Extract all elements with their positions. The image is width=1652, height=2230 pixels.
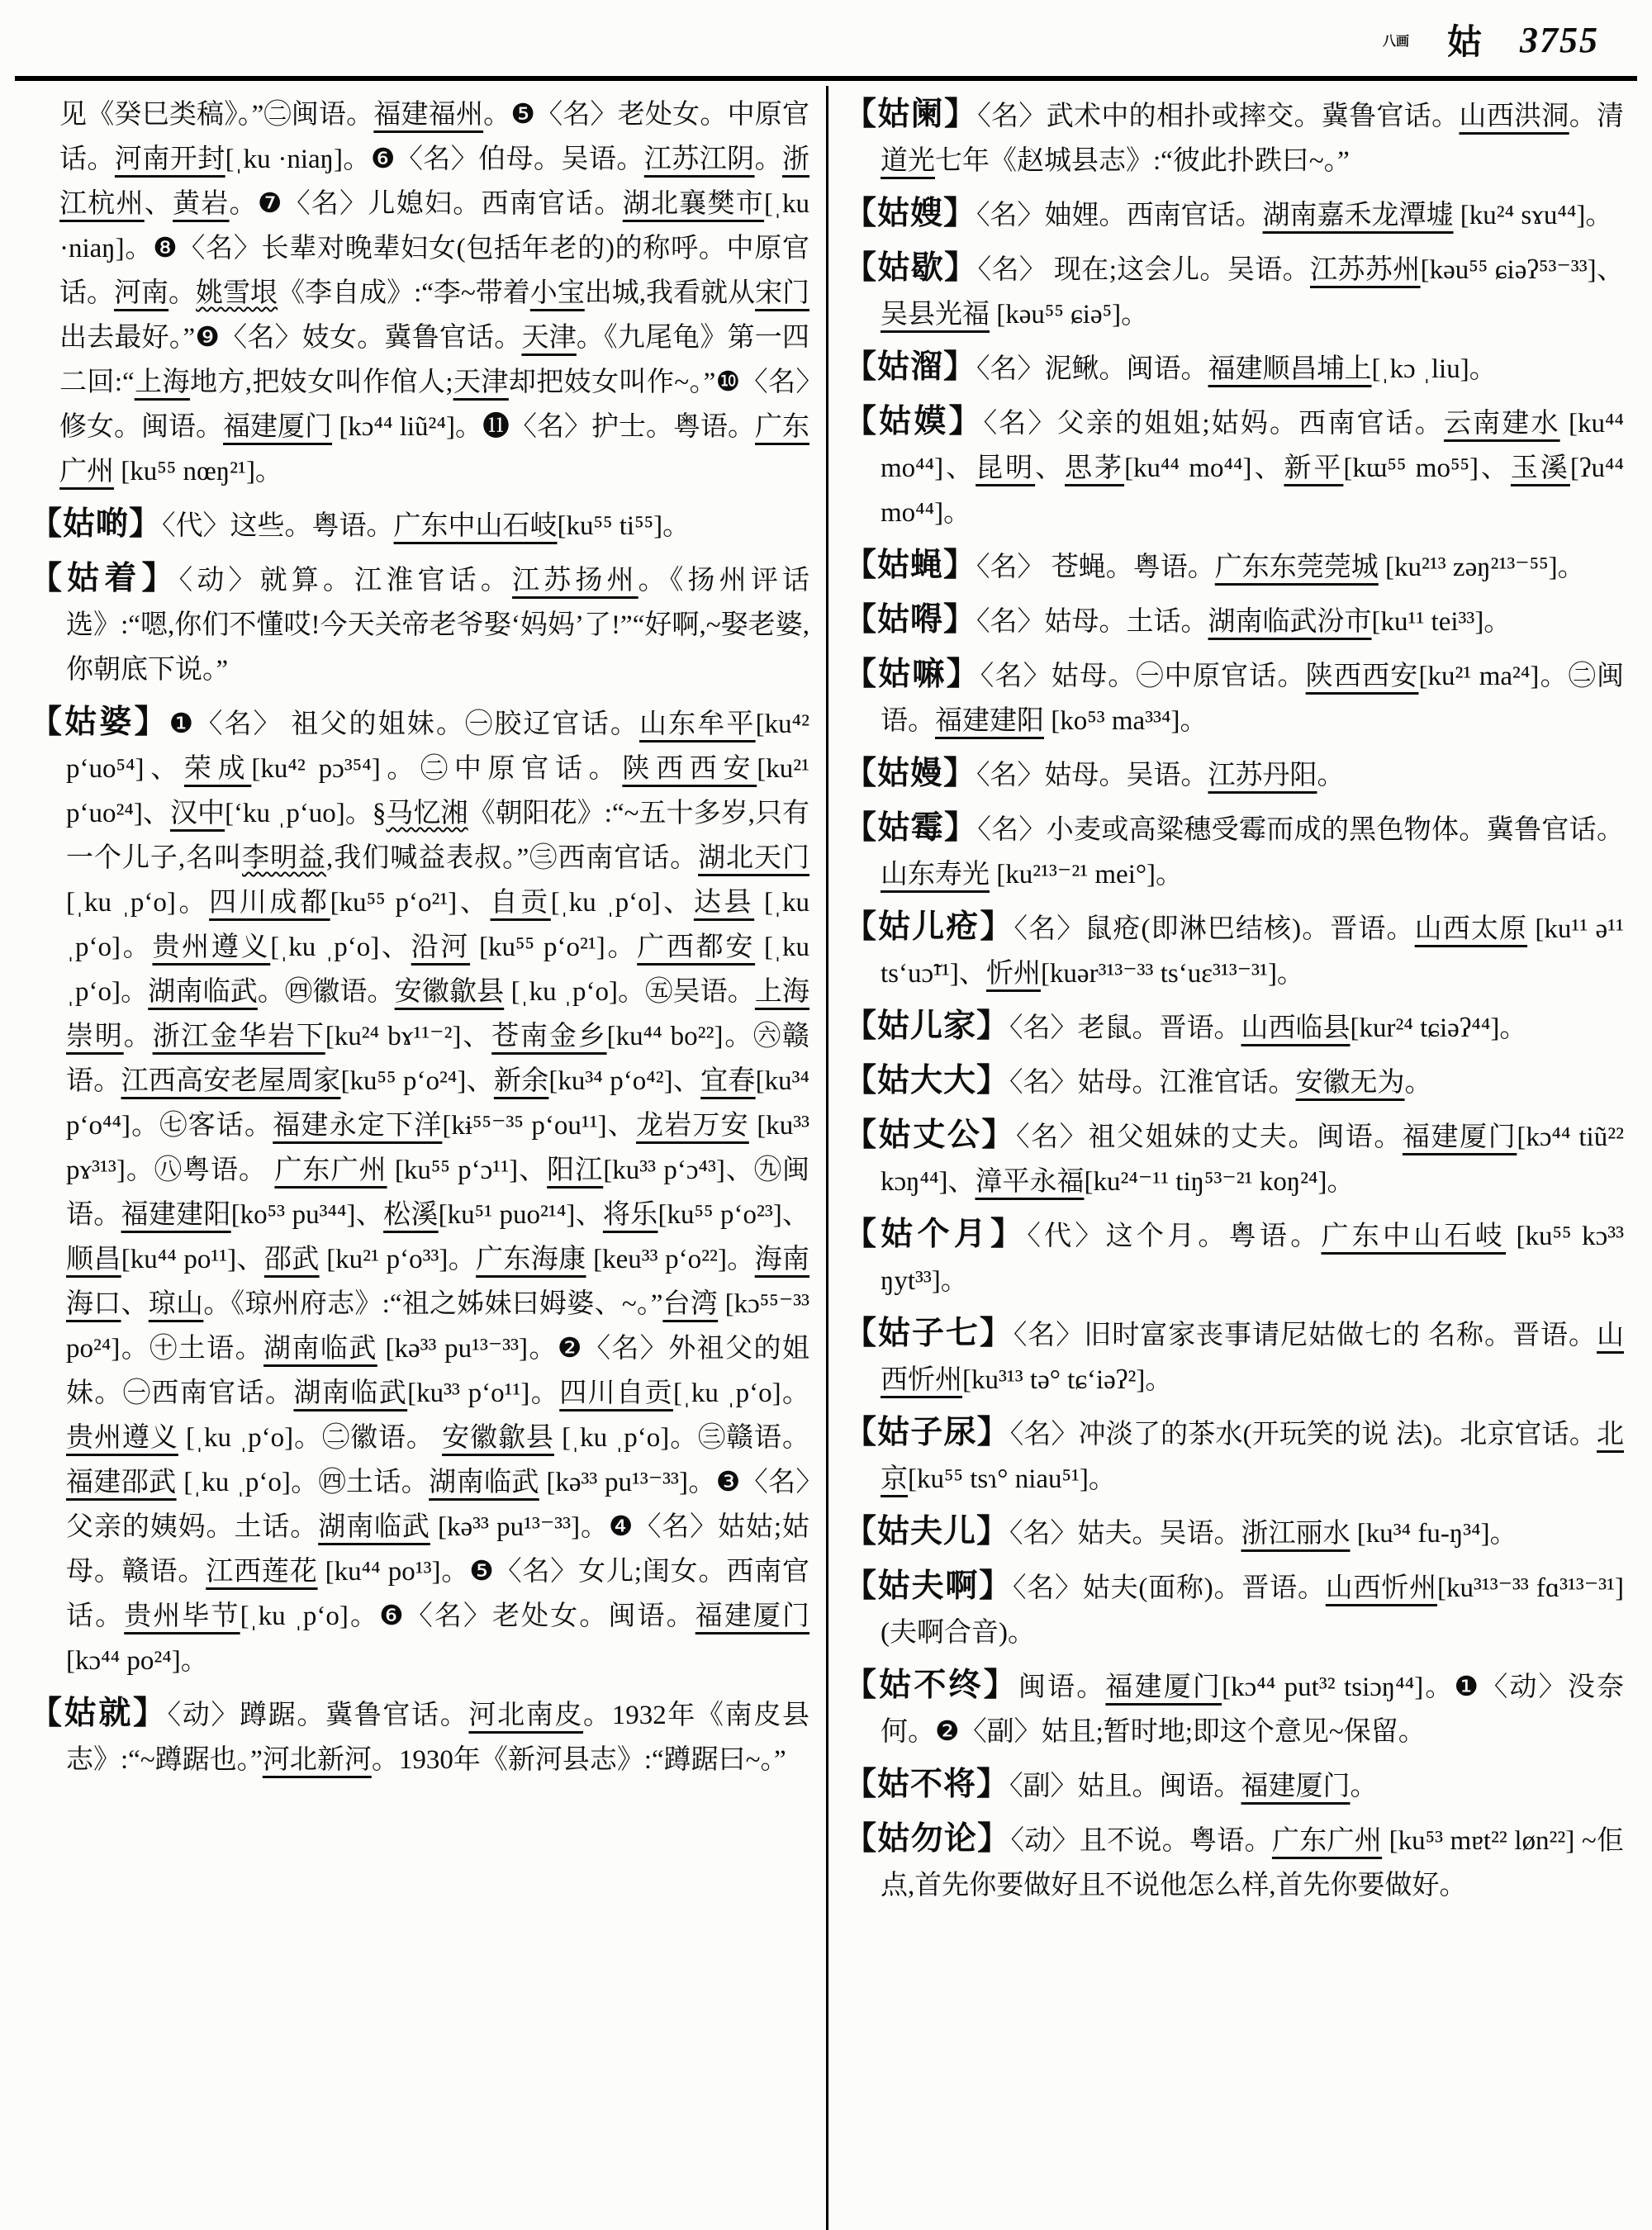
entry-body: ❶〈名〉 祖父的姐妹。㊀胶辽官话。山东牟平[ku⁴² pʻuo⁵⁴]、荣成[ku⁴² pɔ³⁵⁴]。㊁中原官话。陕西西安[ku²¹ pʻuo²⁴]、汉中[ʻku ˌpʻuo]。§马忆湘《朝阳花》:“~五十多岁,只有一个儿子,名叫李明益,我们喊益表叔。”㊂西南官话。湖北天门[ˌku ˌpʻo]。四川成都[ku⁵⁵ pʻo²¹]、自贡[ˌku ˌpʻo]、达县 [ˌku ˌpʻo]。贵州遵义[ˌku ˌpʻo]、沿河 [ku⁵⁵ pʻo²¹]。广西都安 [ˌku ˌpʻo]。湖南临武。㊃徽语。安徽歙县 [ˌku ˌpʻo]。㊄吴语。上海崇明。浙江金华岩下[ku²⁴ bɤ¹¹⁻²]、苍南金乡[ku⁴⁴ bo²²]。㊅赣语。江西高安老屋周家[ku⁵⁵ pʻo²⁴]、新余[ku³⁴ pʻo⁴²]、宜春[ku³⁴ pʻo⁴⁴]。㊆客话。福建永定下洋[kɨ⁵⁵⁻³⁵ pʻou¹¹]、龙岩万安 [ku³³ pɤ³¹³]。㊇粤语。 广东广州 [ku⁵⁵ pʻɔ¹¹]、阳江[ku³³ pʻɔ⁴³]、㊈闽语。福建建阳[ko⁵³ pu³⁴⁴]、松溪[ku⁵¹ puo²¹⁴]、将乐[ku⁵⁵ pʻo²³]、顺昌[ku⁴⁴ po¹¹]、邵武 [ku²¹ pʻo³³]。广东海康 [keu³³ pʻo²²]。海南海口、琼山。《琼州府志》:“祖之姊妹曰姆婆、~。”台湾 [kɔ⁵⁵⁻³³ po²⁴]。㊉土语。湖南临武 [kə³³ pu¹³⁻³³]。❷〈名〉外祖父的姐妹。㊀西南官话。湖南临武[ku³³ pʻo¹¹]。四川自贡[ˌku ˌpʻo]。贵州遵义 [ˌku ˌpʻo]。㊁徽语。 安徽歙县 [ˌku ˌpʻo]。㊂赣语。福建邵武 [ˌku ˌpʻo]。㊃土话。湖南临武 [kə³³ pu¹³⁻³³]。❸〈名〉父亲的姨妈。土话。湖南临武 [kə³³ pu¹³⁻³³]。❹〈名〉姑姑;姑母。赣语。江西莲花 [ku⁴⁴ po¹³]。❺〈名〉女儿;闺女。西南官话。贵州毕节[ˌku ˌpʻo]。❻〈名〉老处女。闽语。福建厦门 [kɔ⁴⁴ po²⁴]。 bbox=[66, 709, 809, 1676]
entry-body: 〈名〉姑母。㊀中原官话。陕西西安[ku²¹ ma²⁴]。㊁闽语。福建建阳 [ko⁵³ ma³³⁴]。 bbox=[881, 662, 1624, 736]
proper-noun-underline: 浙江杭州 bbox=[59, 145, 809, 219]
proper-noun-underline: 安徽无为 bbox=[1295, 1068, 1405, 1098]
dictionary-entry bbox=[844, 1411, 1624, 1502]
proper-noun-underline: 江苏江阴 bbox=[643, 145, 755, 174]
proper-noun-underline: 陕西西安 bbox=[622, 754, 757, 784]
proper-noun-underline: 湖南嘉禾龙潭墟 bbox=[1262, 201, 1454, 230]
proper-noun-underline: 湖南临武 bbox=[293, 1378, 408, 1408]
proper-noun-underline: 湖南临武 bbox=[148, 977, 258, 1007]
proper-noun-underline: 北京 bbox=[881, 1420, 1624, 1494]
proper-noun-underline: 安徽歙县 bbox=[394, 977, 505, 1007]
proper-noun-underline: 湖南临武 bbox=[263, 1334, 377, 1364]
proper-noun-underline: 湖北襄樊市 bbox=[622, 189, 765, 219]
proper-noun-underline: 安徽歙县 bbox=[442, 1423, 554, 1453]
dictionary-entry bbox=[844, 1564, 1624, 1655]
dictionary-entry bbox=[844, 543, 1624, 590]
continued-entry-text bbox=[30, 93, 809, 494]
dictionary-entry bbox=[844, 93, 1624, 183]
proper-noun-underline: 福建厦门 bbox=[695, 1601, 809, 1631]
proper-noun-underline: 福建邵武 bbox=[66, 1468, 177, 1497]
entry-headword: 【姑儿疮】 bbox=[844, 909, 1014, 945]
entry-headword: 【姑着】 bbox=[30, 561, 179, 596]
proper-noun-underline: 山西洪洞 bbox=[1459, 102, 1569, 131]
proper-noun-underline: 福建厦门 bbox=[1241, 1772, 1351, 1801]
dictionary-entry bbox=[844, 1763, 1624, 1809]
proper-noun-underline: 湖北天门 bbox=[698, 843, 809, 873]
entry-headword: 【姑溜】 bbox=[844, 349, 977, 385]
dictionary-entry bbox=[844, 1817, 1624, 1908]
proper-noun-underline: 龙岩万安 bbox=[636, 1111, 749, 1141]
proper-noun-underline: 江西莲花 bbox=[206, 1557, 318, 1587]
proper-noun-underline: 漳平永福 bbox=[975, 1167, 1085, 1197]
proper-noun-underline: 广西都安 bbox=[637, 932, 756, 962]
proper-noun-underline: 阳江 bbox=[547, 1155, 604, 1185]
proper-noun-underline: 福建永定下洋 bbox=[273, 1111, 443, 1141]
dictionary-entry bbox=[30, 700, 809, 1683]
dictionary-entry bbox=[844, 1059, 1624, 1105]
proper-noun-underline: 吴县光福 bbox=[881, 300, 990, 330]
entry-body: 〈动〉且不说。粤语。广东广州 [ku⁵³ mɐt²² løn²²] ~佢点,首先你要做好且不说他怎么样,首先你要做好。 bbox=[881, 1826, 1624, 1900]
proper-noun-underline: 湖南临武 bbox=[429, 1468, 539, 1497]
proper-noun-underline: 福建顺昌埔上 bbox=[1208, 354, 1372, 384]
proper-noun-underline: 河南开封 bbox=[114, 145, 225, 174]
entry-headword: 【姑丈公】 bbox=[844, 1117, 1017, 1153]
entry-headword: 【姑夫儿】 bbox=[844, 1514, 1010, 1549]
proper-noun-underline: 荣成 bbox=[183, 754, 252, 784]
proper-noun-underline: 贵州遵义 bbox=[66, 1423, 178, 1453]
proper-noun-underline: 福建福州 bbox=[373, 100, 484, 130]
entry-headword: 【姑大大】 bbox=[844, 1063, 1010, 1098]
proper-noun-underline: 忻州 bbox=[985, 959, 1041, 989]
proper-noun-underline: 松溪 bbox=[383, 1200, 439, 1230]
proper-noun-underline: 陕西西安 bbox=[1305, 662, 1419, 691]
entry-headword: 【姑不终】 bbox=[844, 1668, 1018, 1703]
dictionary-entry bbox=[844, 598, 1624, 644]
entry-body: 〈名〉父亲的姐姐;姑妈。西南官话。云南建水 [ku⁴⁴ mo⁴⁴]、昆明、思茅[ku⁴⁴ mo⁴⁴]、新平[kɯ⁵⁵ mo⁵⁵]、玉溪[ʔu⁴⁴ mo⁴⁴]。 bbox=[881, 409, 1624, 528]
person-name-underline: 李明益 bbox=[242, 843, 327, 873]
entry-body: 〈名〉姑母。吴语。江苏丹阳。 bbox=[976, 761, 1345, 790]
proper-noun-underline: 广东广州 bbox=[59, 412, 809, 486]
entry-headword: 【姑勿论】 bbox=[844, 1821, 1011, 1857]
entry-headword: 【姑个月】 bbox=[844, 1217, 1028, 1252]
entry-headword: 【姑嫂】 bbox=[844, 196, 977, 231]
proper-noun-underline: 山西忻州 bbox=[1325, 1573, 1437, 1603]
dictionary-entry bbox=[844, 905, 1624, 996]
dictionary-entry bbox=[844, 1663, 1624, 1754]
entry-headword: 【姑嫫】 bbox=[844, 404, 984, 439]
proper-noun-underline: 宜春 bbox=[700, 1066, 756, 1096]
entry-headword: 【姑不将】 bbox=[844, 1767, 1010, 1802]
proper-noun-underline: 新余 bbox=[493, 1066, 549, 1096]
proper-noun-underline: 山西临县 bbox=[1241, 1013, 1351, 1043]
proper-noun-underline: 昆明 bbox=[976, 453, 1036, 483]
entry-headword: 【姑歇】 bbox=[844, 250, 978, 286]
entry-headword: 【姑子七】 bbox=[844, 1316, 1014, 1351]
proper-noun-underline: 上海 bbox=[134, 368, 190, 397]
proper-noun-underline: 广东海康 bbox=[476, 1245, 586, 1274]
entry-body: 闽语。福建厦门[kɔ⁴⁴ put³² tsiɔŋ⁴⁴]。❶〈动〉没奈何。❷〈副〉姑且;暂时地;即这个意见~保留。 bbox=[881, 1672, 1624, 1747]
proper-noun-underline: 山西忻州 bbox=[881, 1321, 1624, 1395]
proper-noun-underline: 浙江金华岩下 bbox=[152, 1022, 325, 1051]
dictionary-entry bbox=[844, 1510, 1624, 1556]
page-number: 3755 bbox=[1520, 19, 1599, 60]
proper-noun-underline: 宋门 bbox=[755, 278, 809, 308]
proper-noun-underline: 达县 bbox=[693, 888, 755, 918]
dictionary-entry bbox=[844, 246, 1624, 337]
entry-body: 〈名〉旧时富家丧事请尼姑做七的 名称。晋语。山西忻州[ku³¹³ tə° tɕʻiəʔ²]。 bbox=[881, 1321, 1624, 1395]
proper-noun-underline: 广东中山石岐 bbox=[393, 511, 558, 541]
dictionary-entry bbox=[30, 557, 809, 692]
entry-body: 〈名〉姑母。江淮官话。安徽无为。 bbox=[1009, 1068, 1432, 1098]
proper-noun-underline: 江苏扬州 bbox=[512, 566, 638, 595]
proper-noun-underline: 河北新河 bbox=[262, 1745, 372, 1775]
proper-noun-underline: 河北南皮 bbox=[468, 1701, 584, 1730]
entry-headword: 【姑蝇】 bbox=[844, 548, 977, 583]
proper-noun-underline: 福建建阳 bbox=[935, 706, 1044, 736]
entry-body: 〈名〉 现在;这会儿。吴语。江苏苏州[kəu⁵⁵ ɕiəʔ⁵³⁻³³]、吴县光福 [kəu⁵⁵ ɕiə⁵]。 bbox=[881, 255, 1624, 330]
proper-noun-underline: 四川自贡 bbox=[559, 1378, 673, 1408]
entry-headword: 【姑霉】 bbox=[844, 810, 978, 846]
proper-noun-underline: 江西高安老屋周家 bbox=[121, 1066, 341, 1096]
proper-noun-underline: 新平 bbox=[1284, 453, 1344, 483]
dictionary-entry bbox=[844, 400, 1624, 535]
proper-noun-underline: 江苏丹阳 bbox=[1208, 761, 1317, 790]
proper-noun-underline: 邵武 bbox=[263, 1245, 320, 1274]
proper-noun-underline: 海南海口 bbox=[66, 1245, 809, 1319]
proper-noun-underline: 沿河 bbox=[411, 932, 471, 962]
entry-headword: 【姑嘛】 bbox=[844, 657, 980, 692]
dictionary-entry bbox=[844, 345, 1624, 391]
stroke-count-label: 八画 bbox=[1382, 34, 1409, 49]
dictionary-entry bbox=[844, 192, 1624, 238]
running-head bbox=[0, 7, 1619, 73]
entry-headword: 【姑夫啊】 bbox=[844, 1568, 1013, 1604]
entry-body: 〈名〉老鼠。晋语。山西临县[kur²⁴ tɕiəʔ⁴⁴]。 bbox=[1009, 1013, 1527, 1043]
proper-noun-underline: 福建建阳 bbox=[121, 1200, 231, 1230]
entry-headword: 【姑嘚】 bbox=[844, 602, 977, 638]
entry-body: 〈名〉姑母。土话。湖南临武汾市[ku¹¹ tei³³]。 bbox=[976, 607, 1512, 637]
proper-noun-underline: 福建厦门 bbox=[1402, 1122, 1517, 1152]
entry-body: 〈名〉小麦或高粱穗受霉而成的黑色物体。冀鲁官话。山东寿光 [ku²¹³⁻²¹ mei°]。 bbox=[881, 815, 1624, 890]
proper-noun-underline: 贵州毕节 bbox=[124, 1601, 240, 1631]
entry-body: 〈名〉鼠疮(即淋巴结核)。晋语。山西太原 [ku¹¹ ə¹¹ tsʻuɔ̃¹¹]、忻州[kuər³¹³⁻³³ tsʻuɛ³¹³⁻³¹]。 bbox=[881, 914, 1624, 989]
entry-body: 〈名〉姑夫(面称)。晋语。山西忻州[ku³¹³⁻³³ fɑ³¹³⁻³¹](夫啊合音)。 bbox=[881, 1573, 1624, 1648]
proper-noun-underline: 天津 bbox=[521, 323, 577, 353]
dictionary-entry bbox=[844, 752, 1624, 798]
proper-noun-underline: 山东寿光 bbox=[881, 860, 990, 890]
proper-noun-underline: 福建厦门 bbox=[223, 412, 333, 442]
dictionary-entry bbox=[844, 1212, 1624, 1303]
right-column bbox=[844, 93, 1624, 2230]
entry-body: 〈动〉就算。江淮官话。江苏扬州。《扬州评话选》:“嗯,你们不懂哎!今天关帝老爷娶‘妈妈’了!”“好啊,~娶老婆,你朝底下说。” bbox=[66, 566, 809, 685]
proper-noun-underline: 台湾 bbox=[662, 1289, 719, 1319]
dictionary-entry bbox=[844, 1004, 1624, 1051]
dictionary-entry bbox=[844, 652, 1624, 743]
entry-body: 〈代〉这个月。粤语。广东中山石岐 [ku⁵⁵ kɔ³³ ŋyt³³]。 bbox=[881, 1222, 1624, 1296]
dictionary-entry bbox=[30, 1691, 809, 1782]
dictionary-entry bbox=[30, 502, 809, 548]
entry-body: 〈副〉姑且。闽语。福建厦门。 bbox=[1009, 1772, 1378, 1801]
proper-noun-underline: 山西太原 bbox=[1414, 914, 1528, 944]
entry-headword: 【姑嫚】 bbox=[844, 756, 977, 791]
proper-noun-underline: 江苏苏州 bbox=[1310, 255, 1421, 285]
entry-body: 〈名〉祖父姐妹的丈夫。闽语。福建厦门[kɔ⁴⁴ tiũ²² kɔŋ⁴⁴]、漳平永福[ku²⁴⁻¹¹ tiŋ⁵³⁻²¹ koŋ²⁴]。 bbox=[881, 1122, 1624, 1197]
entry-headword: 【姑啲】 bbox=[30, 506, 163, 542]
entry-body: 〈动〉蹲踞。冀鲁官话。河北南皮。1932年《南皮县志》:“~蹲踞也。”河北新河。1930年《新河县志》:“蹲踞曰~。” bbox=[66, 1701, 809, 1775]
proper-noun-underline: 广东东莞莞城 bbox=[1214, 553, 1379, 582]
proper-noun-underline: 顺昌 bbox=[66, 1245, 121, 1274]
proper-noun-underline: 自贡 bbox=[490, 888, 551, 918]
proper-noun-underline: 上海崇明 bbox=[66, 977, 809, 1051]
running-head-section bbox=[1383, 31, 1409, 50]
proper-noun-underline: 广东中山石岐 bbox=[1321, 1222, 1507, 1251]
entry-body: 〈名〉泥鳅。闽语。福建顺昌埔上[ˌkɔ ˌliu]。 bbox=[976, 354, 1497, 384]
left-column bbox=[30, 93, 809, 2230]
dictionary-entry bbox=[844, 806, 1624, 897]
dictionary-entry bbox=[844, 1113, 1624, 1204]
proper-noun-underline: 山东牟平 bbox=[639, 709, 756, 739]
proper-noun-underline: 汉中 bbox=[169, 799, 225, 828]
person-name-underline: 马忆湘 bbox=[386, 799, 468, 828]
entry-headword: 【姑就】 bbox=[30, 1696, 168, 1731]
proper-noun-underline: 天津 bbox=[453, 368, 509, 397]
radical-character: 姑 bbox=[1446, 24, 1482, 62]
entry-body: 见《癸巳类稿》。”㊁闽语。福建福州。❺〈名〉老处女。中原官话。河南开封[ˌku ·niaŋ]。❻〈名〉伯母。吴语。江苏江阴。浙江杭州、黄岩。❼〈名〉儿媳妇。西南官话。湖北襄樊市[ˌku ·niaŋ]。❽〈名〉长辈对晚辈妇女(包括年老的)的称呼。中原官话。河南。姚雪垠《李自成》:“李~带着小宝出城,我看就从宋门出去最好。”❾〈名〉妓女。冀鲁官话。天津。《九尾龟》第一四二回:“上海地方,把妓女叫作倌人;天津却把妓女叫作~。”❿〈名〉修女。闽语。福建厦门 [kɔ⁴⁴ liũ²⁴]。⓫〈名〉护士。粤语。广东广州 [ku⁵⁵ nœŋ²¹]。 bbox=[59, 100, 809, 486]
entry-body: 〈名〉妯娌。西南官话。湖南嘉禾龙潭墟 [ku²⁴ sɤu⁴⁴]。 bbox=[976, 201, 1613, 230]
person-name-underline: 姚雪垠 bbox=[196, 278, 278, 308]
proper-noun-underline: 道光 bbox=[881, 146, 935, 176]
proper-noun-underline: 苍南金乡 bbox=[491, 1022, 607, 1051]
proper-noun-underline: 将乐 bbox=[602, 1200, 658, 1230]
entry-body: 〈代〉这些。粤语。广东中山石岐[ku⁵⁵ ti⁵⁵]。 bbox=[162, 511, 691, 541]
proper-noun-underline: 湖南临武 bbox=[318, 1512, 430, 1542]
proper-noun-underline: 浙江丽水 bbox=[1241, 1519, 1351, 1549]
proper-noun-underline: 广东广州 bbox=[1271, 1826, 1383, 1856]
entry-body: 〈名〉武术中的相扑或摔交。冀鲁官话。山西洪洞。清道光七年《赵城县志》:“彼此扑跌曰~。” bbox=[881, 102, 1624, 176]
proper-noun-underline: 广东广州 bbox=[274, 1155, 387, 1185]
entry-body: 〈名〉冲淡了的茶水(开玩笑的说 法)。北京官话。北京[ku⁵⁵ tsɿ° niau⁵¹]。 bbox=[881, 1420, 1624, 1494]
proper-noun-underline: 黄岩 bbox=[173, 189, 230, 219]
entry-headword: 【姑阑】 bbox=[844, 97, 978, 132]
column-divider-rule bbox=[826, 86, 828, 2230]
proper-noun-underline: 玉溪 bbox=[1510, 453, 1570, 483]
proper-noun-underline: 云南建水 bbox=[1443, 409, 1560, 439]
proper-noun-underline: 河南 bbox=[114, 278, 169, 308]
dictionary-entry bbox=[844, 1312, 1624, 1402]
proper-noun-underline: 湖南临武汾市 bbox=[1208, 607, 1372, 637]
proper-noun-underline: 贵州遵义 bbox=[152, 932, 271, 962]
entry-headword: 【姑子尿】 bbox=[844, 1415, 1010, 1450]
proper-noun-underline: 思茅 bbox=[1065, 453, 1125, 483]
entry-body: 〈名〉 苍蝇。粤语。广东东莞莞城 [ku²¹³ zəŋ²¹³⁻⁵⁵]。 bbox=[976, 553, 1585, 582]
proper-noun-underline: 琼山 bbox=[148, 1289, 204, 1319]
entry-headword: 【姑儿家】 bbox=[844, 1008, 1010, 1044]
proper-noun-underline: 小宝 bbox=[529, 278, 585, 308]
header-rule bbox=[15, 76, 1637, 81]
proper-noun-underline: 福建厦门 bbox=[1105, 1672, 1222, 1702]
entry-body: 〈名〉姑夫。吴语。浙江丽水 [ku³⁴ fu-ŋ³⁴]。 bbox=[1009, 1519, 1517, 1549]
proper-noun-underline: 四川成都 bbox=[209, 888, 330, 918]
entry-headword: 【姑婆】 bbox=[30, 705, 169, 740]
